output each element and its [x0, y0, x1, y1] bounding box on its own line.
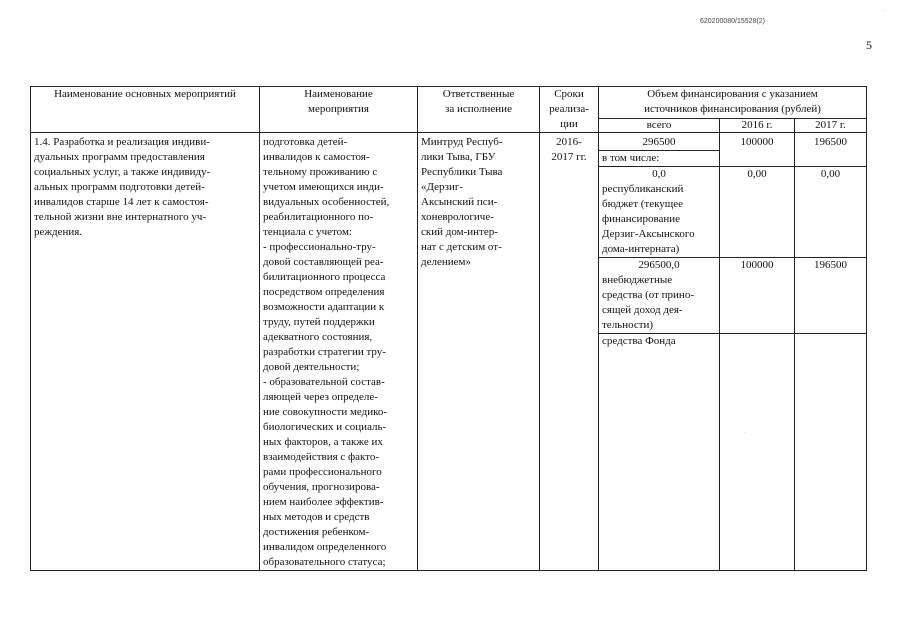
fund-2016: [720, 334, 795, 571]
event-description-cell: подготовка детей- инвалидов к самостоя- тельному проживанию с учетом имеющихся инди- видуальных особенностей, реабилитационного по- тенциала с учетом: - профессионально-тру- довой составляющей реа- билитационного процесса посредством определения возможности адаптации к труду, путей поддержки адекватного состояния, разработки стратегии тру- довой деятельности; - образовательной состав- ляющей через определе- ние совокупности медико- биологических и социаль- ных факторов, а также их взаимодействия с факто- рами профессионального обучения, прогнозирова- нием наиболее эффектив- ных методов и средств достижения ребенком- инвалидом определенного образовательного статуса;: [260, 133, 418, 571]
header-responsible: Ответственные за исполнение: [418, 87, 540, 133]
header-main-events: Наименование основных мероприятий: [31, 87, 260, 133]
total-2017: 196500: [795, 133, 867, 167]
main-event-cell: 1.4. Разработка и реализация индиви- дуальных программ предоставления социальных услуг, а также индивиду- альных программ подготовки детей- инвалидов старше 14 лет к самостоя- тельной жизни вне интернатного уч- реждения.: [31, 133, 260, 571]
header-total: всего: [599, 118, 720, 132]
fund-2017: [795, 334, 867, 571]
fund-label: средства Фонда: [599, 334, 720, 571]
total-2016: 100000: [720, 133, 795, 167]
header-period: Сроки реализа- ции: [540, 87, 599, 133]
table-row: [31, 133, 867, 151]
header-row-top: [31, 87, 867, 119]
budget-2017: 0,00: [795, 167, 867, 258]
header-event-name: Наименование мероприятия: [260, 87, 418, 133]
budget-cell: 0,0 республиканский бюджет (текущее финансирование Дерзиг-Аксынского дома-интерната): [599, 167, 720, 258]
financing-table: [30, 86, 867, 571]
header-year-2016: 2016 г.: [720, 118, 795, 132]
responsible-cell: Минтруд Респуб- лики Тыва, ГБУ Республики Тыва «Дерзиг- Аксынский пси- хоневрологиче- ский дом-интер- нат с детским от- делением»: [418, 133, 540, 571]
scan-speck: ·: [883, 8, 885, 14]
extrabudget-2017: 196500: [795, 258, 867, 334]
budget-amount: 0,0: [652, 168, 666, 180]
including-label: в том числе:: [599, 151, 720, 167]
period-cell: 2016- 2017 гг.: [540, 133, 599, 571]
scan-speck: ·: [744, 430, 746, 436]
total-amount: 296500: [599, 133, 720, 151]
extrabudget-2016: 100000: [720, 258, 795, 334]
header-year-2017: 2017 г.: [795, 118, 867, 132]
budget-2016: 0,00: [720, 167, 795, 258]
extrabudget-amount: 296500,0: [638, 259, 680, 271]
header-financing: Объем финансирования с указанием источников финансирования (рублей): [599, 87, 867, 119]
extrabudget-cell: 296500,0 внебюджетные средства (от прино- сящей доход дея- тельности): [599, 258, 720, 334]
page-number: 5: [866, 38, 872, 52]
document-code: 620200080/15528(2): [700, 18, 766, 25]
